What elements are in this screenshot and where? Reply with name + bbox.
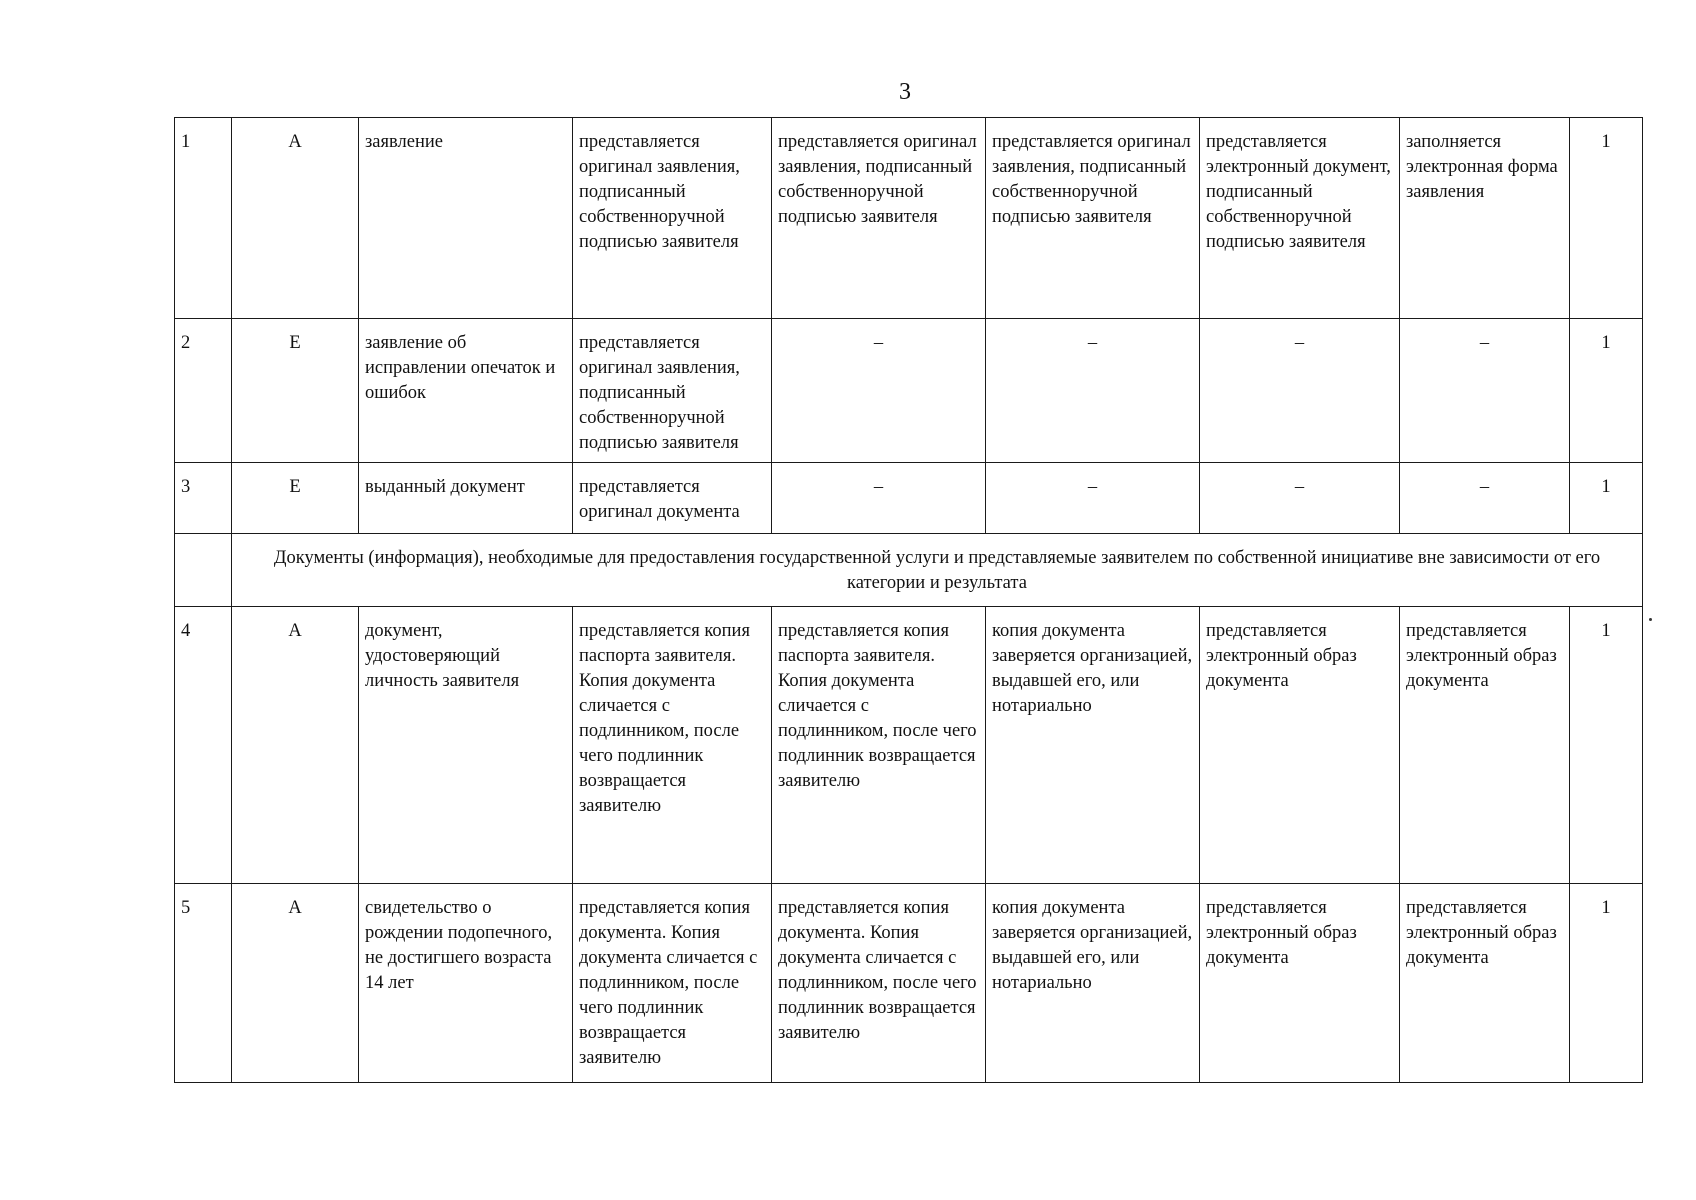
cell-col7: – (1200, 319, 1400, 463)
section-empty-cell (175, 534, 232, 607)
table-row (175, 319, 1643, 463)
cell-col8: – (1400, 463, 1570, 534)
row-number: 4 (175, 607, 232, 884)
document-name: заявление (359, 118, 573, 319)
cell-col7: представляется электронный образ документа (1200, 607, 1400, 884)
cell-col7: представляется электронный документ, подписанный собственноручной подписью заявителя (1200, 118, 1400, 319)
cell-col4: представляется оригинал документа (573, 463, 772, 534)
cell-col5: представляется копия паспорта заявителя. Копия документа сличается с подлинником, после чего подлинник возвращается заявителю (772, 607, 986, 884)
document-category: Е (232, 463, 359, 534)
cell-col6: копия документа заверяется организацией, выдавшей его, или нотариально (986, 884, 1200, 1083)
section-heading: Документы (информация), необходимые для предоставления государственной услуги и представляемые заявителем по собственной инициативе вне зависимости от его категории и результата (232, 534, 1643, 607)
document-category: А (232, 118, 359, 319)
cell-col6: – (986, 319, 1200, 463)
cell-col5: – (772, 319, 986, 463)
cell-col4: представляется копия документа. Копия документа сличается с подлинником, после чего подлинник возвращается заявителю (573, 884, 772, 1083)
scan-speck (1649, 618, 1652, 621)
cell-col6: копия документа заверяется организацией, выдавшей его, или нотариально (986, 607, 1200, 884)
document-category: А (232, 884, 359, 1083)
row-number: 2 (175, 319, 232, 463)
cell-col5: – (772, 463, 986, 534)
cell-col4: представляется оригинал заявления, подписанный собственноручной подписью заявителя (573, 118, 772, 319)
table-row (175, 607, 1643, 884)
cell-col7: представляется электронный образ документа (1200, 884, 1400, 1083)
document-name: документ, удостоверяющий личность заявителя (359, 607, 573, 884)
section-row (175, 534, 1643, 607)
page-number: 3 (899, 79, 911, 105)
table-row (175, 884, 1643, 1083)
cell-col4: представляется копия паспорта заявителя. Копия документа сличается с подлинником, после чего подлинник возвращается заявителю (573, 607, 772, 884)
cell-col8: представляется электронный образ документа (1400, 884, 1570, 1083)
document-category: А (232, 607, 359, 884)
document-count: 1 (1570, 319, 1643, 463)
document-name: выданный документ (359, 463, 573, 534)
cell-col8: заполняется электронная форма заявления (1400, 118, 1570, 319)
cell-col4: представляется оригинал заявления, подписанный собственноручной подписью заявителя (573, 319, 772, 463)
cell-col6: – (986, 463, 1200, 534)
cell-col8: – (1400, 319, 1570, 463)
row-number: 1 (175, 118, 232, 319)
document-count: 1 (1570, 607, 1643, 884)
cell-col8: представляется электронный образ документа (1400, 607, 1570, 884)
document-count: 1 (1570, 463, 1643, 534)
cell-col7: – (1200, 463, 1400, 534)
document-name: свидетельство о рождении подопечного, не достигшего возраста 14 лет (359, 884, 573, 1083)
document-count: 1 (1570, 118, 1643, 319)
cell-col6: представляется оригинал заявления, подписанный собственноручной подписью заявителя (986, 118, 1200, 319)
row-number: 5 (175, 884, 232, 1083)
document-name: заявление об исправлении опечаток и ошибок (359, 319, 573, 463)
table-row (175, 118, 1643, 319)
document-count: 1 (1570, 884, 1643, 1083)
cell-col5: представляется оригинал заявления, подписанный собственноручной подписью заявителя (772, 118, 986, 319)
row-number: 3 (175, 463, 232, 534)
document-category: Е (232, 319, 359, 463)
cell-col5: представляется копия документа. Копия документа сличается с подлинником, после чего подлинник возвращается заявителю (772, 884, 986, 1083)
documents-table (174, 117, 1643, 1083)
table-row (175, 463, 1643, 534)
